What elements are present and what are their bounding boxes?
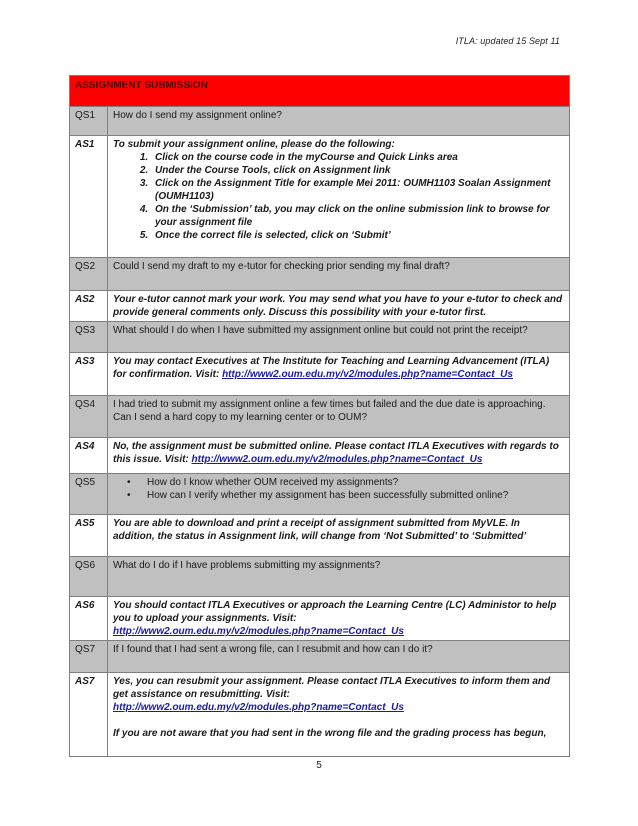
question-bullets [113, 476, 564, 502]
answer-cell [108, 353, 570, 396]
answer-text: You are able to download and print a receipt of assignment submitted from MyVLE. In addition, the status in Assignment link, will change from ‘Not Submitted’ to ‘Submitted’ [108, 515, 570, 557]
answer-cell [108, 597, 570, 641]
row-code: QS5 [70, 474, 108, 515]
question-text: I had tried to submit my assignment online a few times but failed and the due date is approaching. Can I send a hard copy to my learning center or to OUM? [108, 396, 570, 438]
bullet-item: • How do I know whether OUM received my assignments? [133, 476, 564, 489]
row-code: QS1 [70, 107, 108, 136]
row-code: QS7 [70, 641, 108, 673]
row-code: QS3 [70, 322, 108, 353]
answer-row [70, 597, 570, 641]
answer-text: Your e-tutor cannot mark your work. You may send what you have to your e-tutor to check and provide general comments only. Discuss this possibility with your e-tutor first. [108, 291, 570, 322]
steps-list [113, 151, 564, 242]
table-title: ASSIGNMENT SUBMISSION [70, 76, 570, 107]
answer-row [70, 353, 570, 396]
question-text: If I found that I had sent a wrong file, can I resubmit and how can I do it? [108, 641, 570, 673]
answer-row [70, 515, 570, 557]
paragraph-spacer [113, 714, 564, 727]
contact-us-link[interactable]: http://www2.oum.edu.my/v2/modules.php?name=Contact_Us [191, 454, 483, 465]
question-row [70, 107, 570, 136]
answer-row [70, 673, 570, 757]
answer-cell [108, 673, 570, 757]
answer-text: Yes, you can resubmit your assignment. Please contact ITLA Executives to inform them and get assistance on resubmitting. Visit: [113, 676, 551, 700]
step-item: 5. Once the correct file is selected, click on ‘Submit’ [151, 229, 564, 242]
page-number: 5 [316, 760, 322, 771]
question-cell [108, 474, 570, 515]
step-item: 1. Click on the course code in the myCourse and Quick Links area [151, 151, 564, 164]
question-row [70, 322, 570, 353]
row-code: AS3 [70, 353, 108, 396]
row-code: AS4 [70, 438, 108, 474]
question-row [70, 258, 570, 291]
step-item: 4. On the ‘Submission’ tab, you may click on the online submission link to browse for your assignment file [151, 203, 564, 229]
answer-text: You may contact Executives at The Institute for Teaching and Learning Advancement (ITLA) for confirmation. Visit: [113, 356, 550, 380]
answer-intro: To submit your assignment online, please do the following: [113, 139, 395, 150]
row-code: AS1 [70, 136, 108, 258]
question-row [70, 474, 570, 515]
question-row [70, 557, 570, 597]
row-code: AS6 [70, 597, 108, 641]
document-header-note: ITLA: updated 15 Sept 11 [455, 36, 560, 46]
faq-table [69, 75, 570, 757]
answer-row [70, 438, 570, 474]
contact-us-link[interactable]: http://www2.oum.edu.my/v2/modules.php?name=Contact_Us [222, 369, 513, 380]
answer-text: You should contact ITLA Executives or approach the Learning Centre (LC) Administor to help you to upload your assignments. Visit: [113, 600, 557, 624]
question-text: What should I do when I have submitted my assignment online but could not print the receipt? [108, 322, 570, 353]
step-item: 3. Click on the Assignment Title for example Mei 2011: OUMH1103 Soalan Assignment (OUMH1103) [151, 177, 564, 203]
question-text: What do I do if I have problems submitting my assignments? [108, 557, 570, 597]
answer-row [70, 136, 570, 258]
contact-us-link[interactable]: http://www2.oum.edu.my/v2/modules.php?name=Contact_Us [113, 702, 404, 713]
row-code: QS2 [70, 258, 108, 291]
question-text: How do I send my assignment online? [108, 107, 570, 136]
row-code: AS5 [70, 515, 108, 557]
question-row [70, 396, 570, 438]
table-title-row [70, 76, 570, 107]
bullet-item: • How can I verify whether my assignment has been successfully submitted online? [133, 489, 564, 502]
question-row [70, 641, 570, 673]
answer-continuation: If you are not aware that you had sent in the wrong file and the grading process has begun, [113, 728, 547, 739]
answer-row [70, 291, 570, 322]
step-item: 2. Under the Course Tools, click on Assignment link [151, 164, 564, 177]
row-code: QS4 [70, 396, 108, 438]
row-code: AS7 [70, 673, 108, 757]
answer-text: No, the assignment must be submitted online. Please contact ITLA Executives with regards to this issue. Visit: [113, 441, 559, 465]
answer-cell [108, 438, 570, 474]
answer-cell [108, 136, 570, 258]
row-code: AS2 [70, 291, 108, 322]
row-code: QS6 [70, 557, 108, 597]
question-text: Could I send my draft to my e-tutor for checking prior sending my final draft? [108, 258, 570, 291]
contact-us-link[interactable]: http://www2.oum.edu.my/v2/modules.php?name=Contact_Us [113, 626, 404, 637]
